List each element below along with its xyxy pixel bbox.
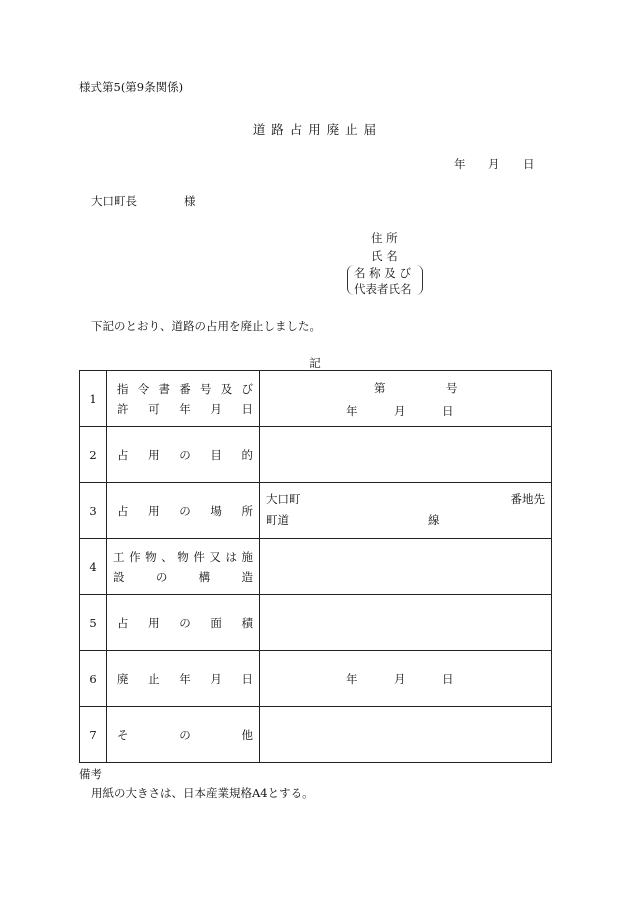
- table-row: [80, 371, 552, 427]
- row-label: 占 用 の 場 所: [107, 483, 260, 539]
- row-number: 4: [80, 539, 107, 595]
- other-field[interactable]: [260, 707, 552, 763]
- table-row: [80, 595, 552, 651]
- name-label: 氏 名: [371, 249, 398, 263]
- date-month-label: 月: [488, 157, 500, 171]
- location-field[interactable]: 大口町 番地先 町道 線: [260, 483, 552, 539]
- row-number: 3: [80, 483, 107, 539]
- remarks-heading: 備考: [79, 767, 102, 781]
- abolition-date-field[interactable]: 年 月 日: [260, 651, 552, 707]
- intro-text: 下記のとおり、道路の占用を廃止しました。: [91, 319, 321, 333]
- date-year-label: 年: [454, 157, 466, 171]
- row-number: 1: [80, 371, 107, 427]
- table-row: [80, 427, 552, 483]
- form-table: [79, 370, 552, 763]
- row-number: 6: [80, 651, 107, 707]
- row-label: 廃 止 年 月 日: [107, 651, 260, 707]
- table-row: [80, 707, 552, 763]
- table-row: [80, 539, 552, 595]
- row-number: 7: [80, 707, 107, 763]
- purpose-field[interactable]: [260, 427, 552, 483]
- row-label: 工 作 物 、 物 件 又 は 施 設 の 構 造: [107, 539, 260, 595]
- table-row: [80, 651, 552, 707]
- row-number: 5: [80, 595, 107, 651]
- row-label: 占 用 の 目 的: [107, 427, 260, 483]
- addressee-name: 大口町長: [91, 194, 137, 208]
- table-row: [80, 483, 552, 539]
- ki-heading: 記: [309, 356, 321, 370]
- document-title: 道 路 占 用 廃 止 届: [252, 122, 378, 137]
- form-number-label: 様式第5(第9条関係): [79, 80, 184, 94]
- date-day-label: 日: [523, 157, 535, 171]
- corp-label-line2: 代表者氏名: [354, 282, 412, 296]
- row-number: 2: [80, 427, 107, 483]
- permit-number-field[interactable]: 第 号 年 月 日: [260, 371, 552, 427]
- row-label: そ の 他: [107, 707, 260, 763]
- area-field[interactable]: [260, 595, 552, 651]
- address-label: 住 所: [371, 231, 398, 245]
- remarks-text: 用紙の大きさは、日本産業規格A4とする。: [91, 786, 314, 800]
- structure-field[interactable]: [260, 539, 552, 595]
- row-label: 指 令 書 番 号 及 び 許 可 年 月 日: [107, 371, 260, 427]
- addressee-honorific: 様: [184, 194, 196, 208]
- row-label: 占 用 の 面 積: [107, 595, 260, 651]
- corp-label-line1: 名 称 及 び: [354, 266, 411, 280]
